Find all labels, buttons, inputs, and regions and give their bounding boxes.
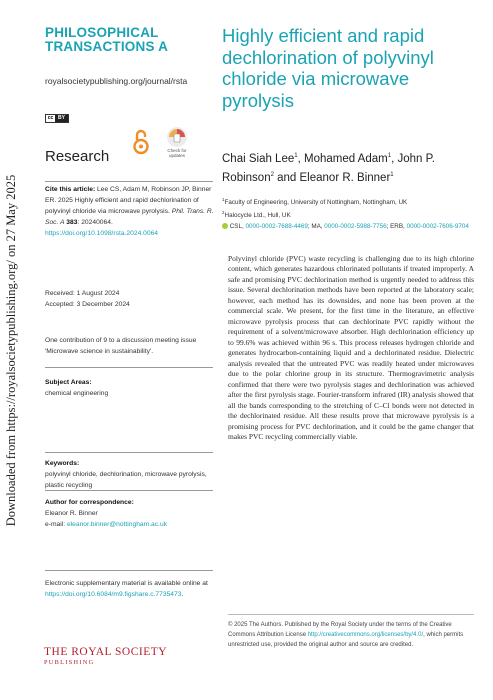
supplementary-text: Electronic supplementary material is available online at <box>45 580 208 587</box>
orcid-label: ; MA, <box>307 223 325 230</box>
citation-block <box>45 184 215 239</box>
divider <box>45 452 213 453</box>
check-for-updates-icon <box>166 126 188 148</box>
subject-areas <box>45 377 215 399</box>
subject-areas-value: chemical engineering <box>45 390 109 397</box>
divider <box>45 181 213 182</box>
license-text: © 2025 The Authors. Published by the Royal Society under the terms of the Creative Commons Attribution License <box>228 622 452 638</box>
author-name[interactable]: Chai Siah Lee <box>222 152 295 165</box>
correspondence-name: Eleanor R. Binner <box>45 510 98 517</box>
keywords-value: polyvinyl chloride, dechlorination, microwave pyrolysis, plastic recycling <box>45 471 207 489</box>
meeting-issue-note: One contribution of 9 to a discussion meeting issue 'Microwave science in sustainability'. <box>45 337 197 355</box>
cc-badge-cc: cc <box>47 115 54 121</box>
correspondence <box>45 497 215 530</box>
download-banner-text: Downloaded from https://royalsocietypublishing.org/ on 27 May 2025 <box>4 174 19 526</box>
cite-volume: 383 <box>64 219 78 226</box>
dates-block <box>45 288 215 310</box>
email-label: e-mail: <box>45 521 67 528</box>
affiliation-marker: 1 <box>294 153 298 159</box>
divider <box>45 570 213 571</box>
orcid-label: ; ERB, <box>386 223 407 230</box>
orcid-label: CSL, <box>229 223 246 230</box>
accepted-date: Accepted: 3 December 2024 <box>45 301 130 308</box>
affiliation-1: Faculty of Engineering, University of Nottingham, Nottingham, UK <box>224 199 408 207</box>
publisher-name: THE ROYAL SOCIETY <box>44 646 168 658</box>
affiliation-2: Halocycle Ltd., Hull, UK <box>224 211 291 219</box>
license-end: , which permits unrestricted use, provided the original author and source are credited. <box>228 632 464 648</box>
affiliation-marker: 2 <box>222 209 225 215</box>
author-name[interactable]: and Eleanor R. Binner <box>273 171 391 184</box>
journal-name-line2: TRANSACTIONS A <box>45 39 169 54</box>
affiliation-marker: 2 <box>270 171 274 178</box>
orcid-link[interactable]: 0000-0002-7606-9704 <box>406 223 469 230</box>
cc-by-license-icon[interactable] <box>45 114 69 123</box>
correspondence-email-link[interactable]: eleanor.binner@nottingham.ac.uk <box>66 521 168 528</box>
cite-rest: : 20240064. <box>77 219 113 226</box>
affiliations <box>222 195 472 220</box>
author-name[interactable]: , Mohamed Adam <box>297 152 388 165</box>
check-for-updates-label-1: Check for <box>167 148 187 153</box>
cite-text: Lee CS, Adam M, Robinson JP, Binner ER. 2025 Highly efficient and rapid dechlorination of polyvinyl chloride via microwave pyrolysis. <box>45 186 212 215</box>
publisher-logo[interactable] <box>44 646 194 666</box>
orcid-link[interactable]: 0000-0002-5988-7756 <box>324 223 387 230</box>
keywords <box>45 458 215 491</box>
orcid-link[interactable]: 0000-0002-7688-4469 <box>245 223 308 230</box>
supplementary-material <box>45 578 215 600</box>
divider <box>45 490 213 491</box>
article-title: Highly efficient and rapid dechlorination of polyvinyl chloride via microwave pyrolysis <box>222 25 434 111</box>
cc-badge-by: BY <box>55 115 68 122</box>
divider <box>45 367 213 368</box>
article-type: Research <box>45 148 110 165</box>
author-list <box>222 148 472 186</box>
supplementary-link[interactable]: https://doi.org/10.6084/m9.figshare.c.7735473 <box>45 591 182 598</box>
journal-logo[interactable] <box>45 26 215 54</box>
cite-label: Cite this article: <box>45 186 96 193</box>
publisher-subname: PUBLISHING <box>44 659 95 666</box>
check-for-updates-label-2: updates <box>168 153 185 158</box>
journal-name-line1: PHILOSOPHICAL <box>45 25 159 40</box>
orcid-list <box>222 222 472 233</box>
subject-areas-label: Subject Areas: <box>45 379 92 386</box>
cite-doi-link[interactable]: https://doi.org/10.1098/rsta.2024.0064 <box>45 230 159 237</box>
keywords-label: Keywords: <box>45 460 80 467</box>
affiliation-marker: 1 <box>390 171 394 178</box>
download-banner <box>0 0 24 700</box>
supplementary-end: . <box>181 591 184 598</box>
check-for-updates-button[interactable] <box>164 126 190 163</box>
journal-url[interactable]: royalsocietypublishing.org/journal/rsta <box>45 76 188 86</box>
license-link[interactable]: http://creativecommons.org/licenses/by/4.0/ <box>307 632 424 638</box>
affiliation-marker: 1 <box>222 197 225 202</box>
correspondence-label: Author for correspondence: <box>45 499 134 506</box>
affiliation-marker: 1 <box>387 153 392 159</box>
author-name[interactable]: , John P. Robinson <box>222 152 435 184</box>
orcid-icon <box>222 223 228 229</box>
received-date: Received: 1 August 2024 <box>45 290 120 297</box>
license-notice <box>228 620 474 650</box>
open-access-icon <box>132 129 150 155</box>
divider <box>228 614 474 615</box>
cite-journal: Phil. Trans. R. Soc. A <box>45 208 214 226</box>
abstract: Polyvinyl chloride (PVC) waste recycling is challenging due to its high chlorine content, which generates hazardous chlorinated pollutants if treated improperly. A safe and promising PVC dechlorination method is urgently needed to address this issue. Several dechlorination methods have been reported at the laboratory scale; however, each method has its downsides, and none has been proven at the commercial scale. We present, for the first time in the literature, an effective microwave pyrolysis process that can dechlorinate PVC rapidly without the requirement of a solvent/microwave absorber. High dechlorination efficiency up to 99.6% was achieved within 96 s. This process releases hydrogen chloride and generates hydrocarbon-containing liquid and a dechlorinated residue. Dielectric analysis revealed that the untreated PVC was readily heated under microwaves due to the polar chlorine group in its structure. Thermogravimetric analysis confirmed that there were two pyrolysis stages and dechlorination was achieved after the first pyrolysis stage. Fourier-transform infrared (IR) analysis showed that all the bands corresponding to the stretching of C–Cl bonds were not detected in the dechlorinated residue. All these results prove that microwave pyrolysis is a promising process for PVC dechlorination, and it could be the game changer that makes PVC recycling commercially viable. <box>228 254 474 442</box>
